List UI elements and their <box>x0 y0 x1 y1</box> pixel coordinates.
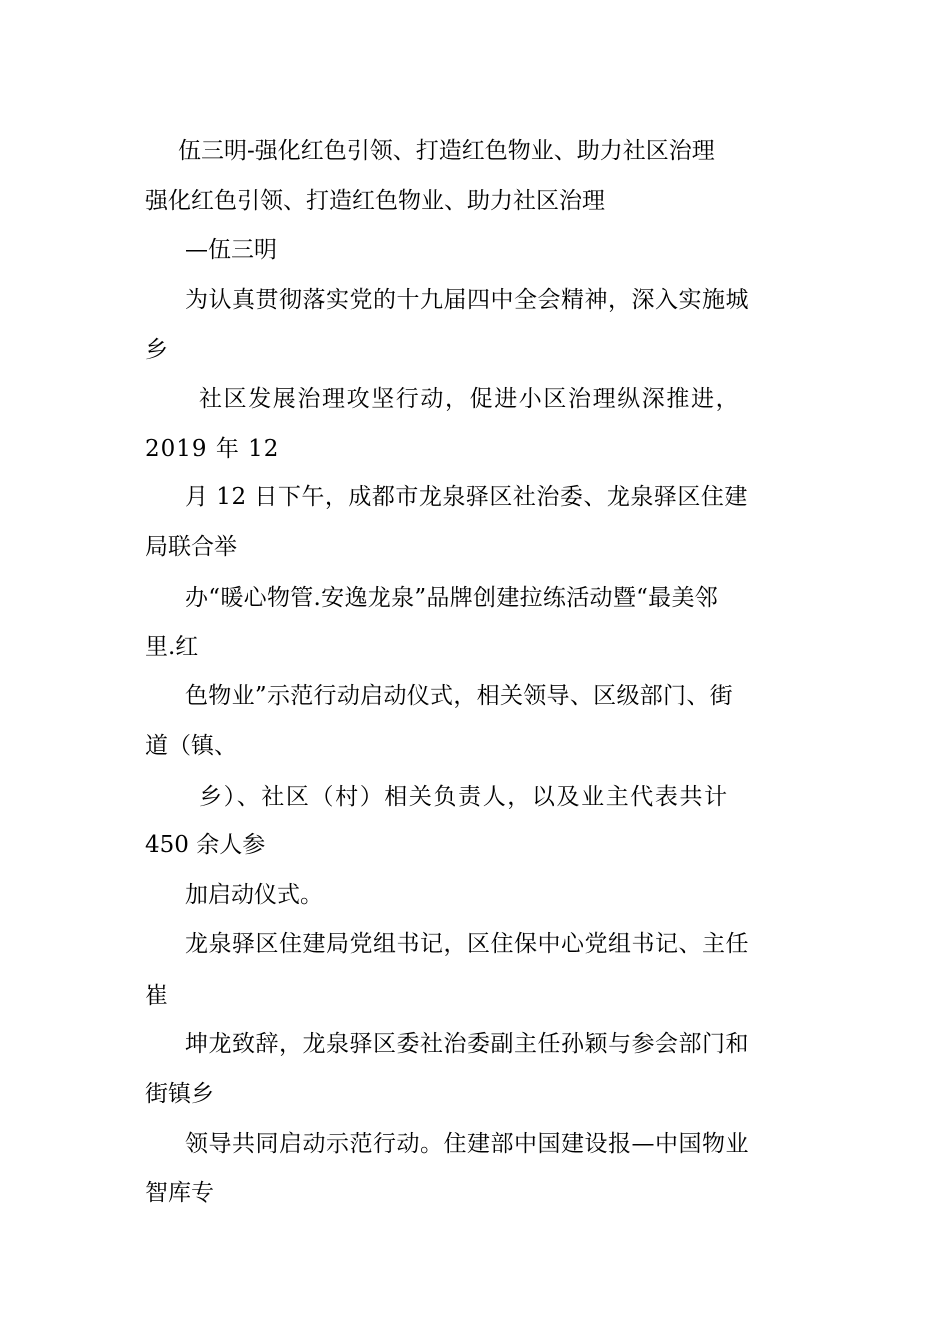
body-line: 龙泉驿区住建局党组书记，区住保中心党组书记、主任 <box>185 931 749 957</box>
body-line: 崔 <box>145 983 168 1009</box>
body-line: 坤龙致辞，龙泉驿区委社治委副主任孙颖与参会部门和 <box>185 1031 749 1057</box>
body-line: 月 12 日下午，成都市龙泉驿区社治委、龙泉驿区住建 <box>185 484 748 510</box>
body-line: 乡 <box>145 337 168 363</box>
body-line: 里.红 <box>145 634 199 660</box>
body-line: 道（镇、 <box>145 733 237 759</box>
document-title: 伍三明-强化红色引领、打造红色物业、助力社区治理 <box>178 138 715 164</box>
body-line: 局联合举 <box>145 534 237 560</box>
body-line: 加启动仪式。 <box>185 882 323 908</box>
body-line: 智库专 <box>145 1180 214 1206</box>
body-line: 社区发展治理攻坚行动，促进小区治理纵深推进， <box>199 386 741 412</box>
body-line: 街镇乡 <box>145 1081 214 1107</box>
body-line: 领导共同启动示范行动。住建部中国建设报—中国物业 <box>185 1131 749 1157</box>
body-line: 办“暖心物管.安逸龙泉”品牌创建拉练活动暨“最美邻 <box>185 585 719 611</box>
body-line: 乡）、社区（村）相关负责人，以及业主代表共计 <box>199 784 729 810</box>
document-subtitle: 强化红色引领、打造红色物业、助力社区治理 <box>145 188 605 214</box>
document-author: —伍三明 <box>185 237 277 263</box>
body-line: 2019 年 12 <box>145 436 280 462</box>
body-line: 色物业”示范行动启动仪式，相关领导、区级部门、街 <box>185 683 733 709</box>
body-line: 450 余人参 <box>145 832 266 858</box>
body-line: 为认真贯彻落实党的十九届四中全会精神，深入实施城 <box>185 287 749 313</box>
